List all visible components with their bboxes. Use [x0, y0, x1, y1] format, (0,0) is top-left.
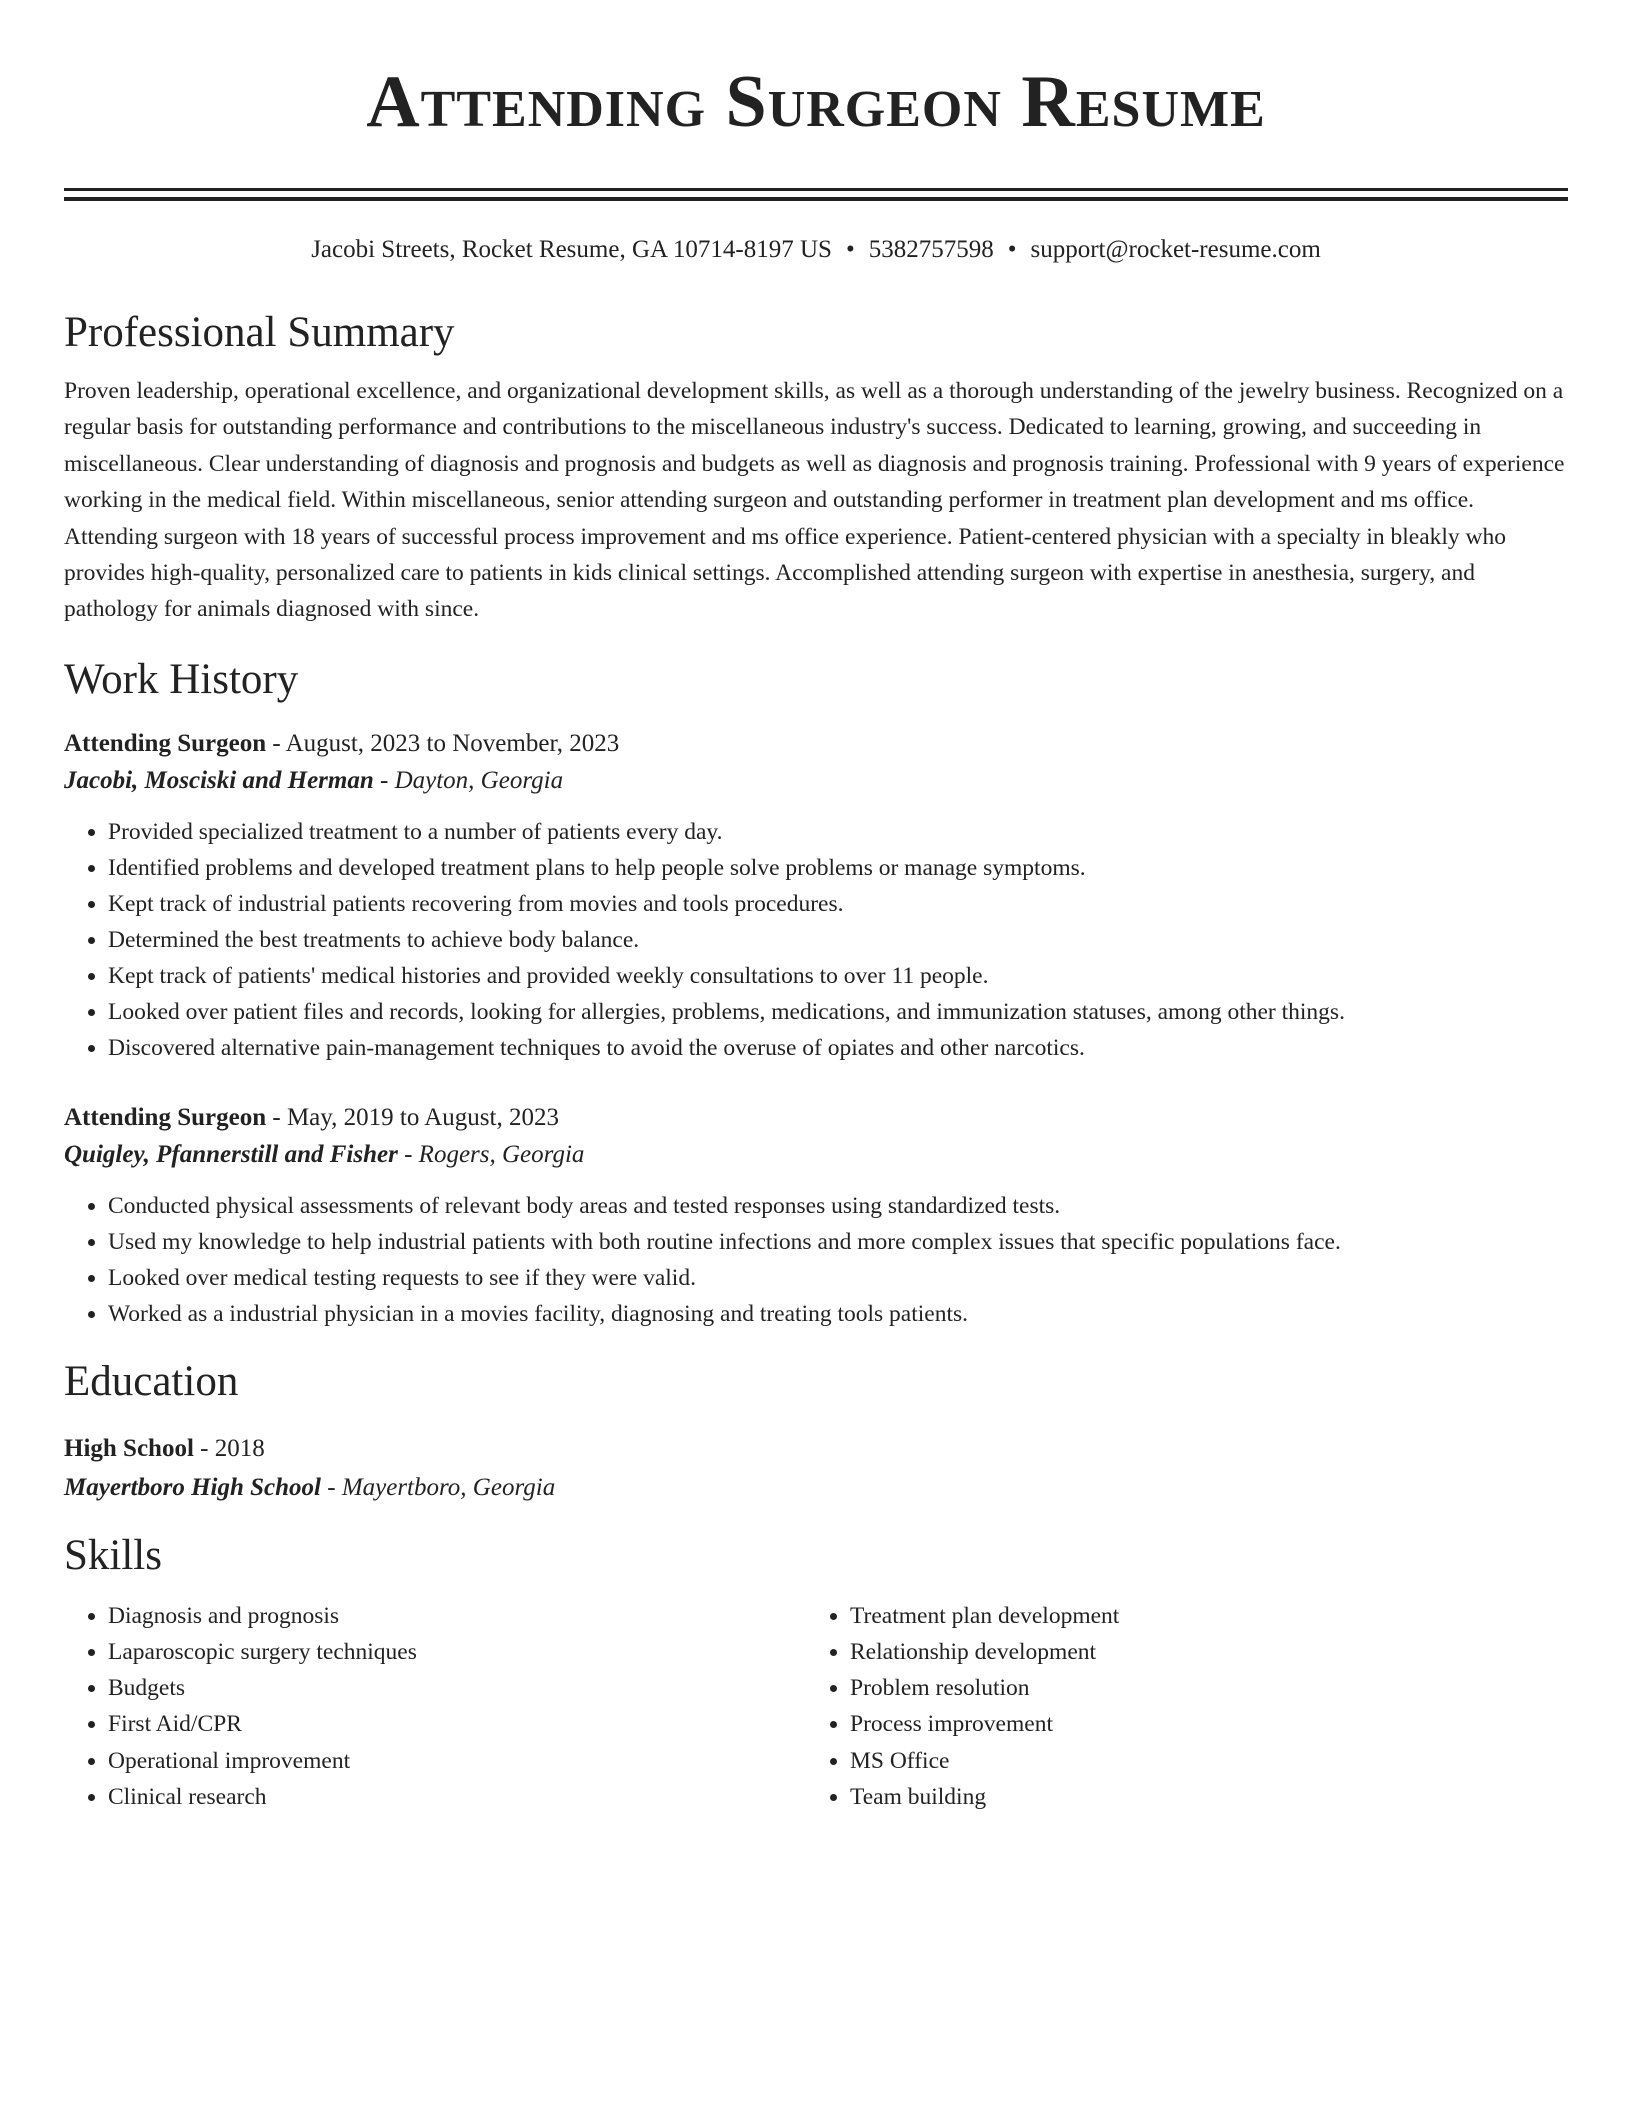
- education-degree-line: [64, 1430, 1568, 1468]
- job-entry: [64, 726, 1568, 1066]
- job-title-line: [64, 1100, 1568, 1136]
- job-duty: • Provided specialized treatment to a number of patients every day.: [108, 814, 1568, 850]
- job-dates: May, 2019 to August, 2023: [286, 1103, 559, 1131]
- education-degree: High School: [64, 1434, 194, 1462]
- contact-line: [64, 235, 1568, 265]
- job-duty: • Looked over medical testing requests to see if they were valid.: [108, 1260, 1568, 1296]
- skill-item: • Laparoscopic surgery techniques: [108, 1634, 806, 1670]
- job-entry: [64, 1100, 1568, 1332]
- job-dash: -: [266, 729, 286, 757]
- resume-title: Attending Surgeon Resume: [366, 61, 1266, 143]
- job-duty: • Looked over patient files and records, looking for allergies, problems, medications, and immunization statuses, among other things.: [108, 994, 1568, 1030]
- summary-text: Proven leadership, operational excellence, and organizational development skills, as well as a thorough understanding of the jewelry business. Recognized on a regular basis for outstanding performance and contributions to the miscellaneous industry's success. Dedicated to learning, growing, and succeeding in miscellaneous. Clear understanding of diagnosis and prognosis and budgets as well as diagnosis and prognosis training. Professional with 9 years of experience working in the medical field. Within miscellaneous, senior attending surgeon and outstanding performer in treatment plan development and ms office. Attending surgeon with 18 years of successful process improvement and ms office experience. Patient-centered physician with a specialty in bleakly who provides high-quality, personalized care to patients in kids clinical settings. Accomplished attending surgeon with expertise in anesthesia, surgery, and pathology for animals diagnosed with since.: [64, 378, 1565, 623]
- job-duty: • Kept track of industrial patients recovering from movies and tools procedures.: [108, 886, 1568, 922]
- skills-list-right: [806, 1598, 1548, 1815]
- title-divider-bottom: [64, 197, 1568, 201]
- skill-item: • Clinical research: [108, 1779, 806, 1815]
- skill-item: • Budgets: [108, 1670, 806, 1706]
- education-heading: Education: [64, 1357, 239, 1405]
- summary-heading: Professional Summary: [64, 309, 455, 356]
- education-location: Mayertboro, Georgia: [341, 1473, 556, 1501]
- job-company: Jacobi, Mosciski and Herman: [64, 766, 374, 794]
- job-title: Attending Surgeon: [64, 729, 267, 757]
- job-duty: • Conducted physical assessments of relevant body areas and tested responses using standardized tests.: [108, 1188, 1568, 1224]
- skill-item: • Treatment plan development: [850, 1598, 1548, 1634]
- skill-item: • Problem resolution: [850, 1670, 1548, 1706]
- job-duty: • Identified problems and developed treatment plans to help people solve problems or manage symptoms.: [108, 850, 1568, 886]
- job-duty: • Determined the best treatments to achieve body balance.: [108, 922, 1568, 958]
- skills-columns: [64, 1598, 1568, 1815]
- job-title: Attending Surgeon: [64, 1103, 267, 1131]
- contact-separator: •: [1007, 236, 1017, 263]
- contact-email: support@rocket-resume.com: [1030, 236, 1321, 263]
- work-history-heading: Work History: [64, 655, 299, 703]
- job-company-line: [64, 762, 1568, 800]
- contact-separator: •: [845, 236, 855, 263]
- job-dash: -: [397, 1140, 419, 1168]
- job-duty: • Worked as a industrial physician in a movies facility, diagnosing and treating tools patients.: [108, 1296, 1568, 1332]
- skill-item: • Operational improvement: [108, 1743, 806, 1779]
- education-school: Mayertboro High School: [64, 1473, 321, 1501]
- job-dash: -: [373, 766, 395, 794]
- contact-phone: 5382757598: [868, 236, 994, 263]
- contact-address: Jacobi Streets, Rocket Resume, GA 10714-8197 US: [311, 236, 832, 263]
- skill-item: • First Aid/CPR: [108, 1706, 806, 1742]
- skill-item: • Team building: [850, 1779, 1548, 1815]
- education-dash: -: [193, 1434, 215, 1462]
- job-location: Dayton, Georgia: [394, 766, 564, 794]
- education-dash: -: [320, 1473, 342, 1501]
- job-duty: • Kept track of patients' medical histories and provided weekly consultations to over 11 people.: [108, 958, 1568, 994]
- skill-item: • MS Office: [850, 1743, 1548, 1779]
- job-title-line: [64, 726, 1568, 762]
- skill-item: • Diagnosis and prognosis: [108, 1598, 806, 1634]
- skill-item: • Process improvement: [850, 1706, 1548, 1742]
- skills-heading: Skills: [64, 1531, 162, 1579]
- title-divider-top: [64, 188, 1568, 191]
- job-dates: August, 2023 to November, 2023: [285, 729, 620, 757]
- job-duty: • Discovered alternative pain-management techniques to avoid the overuse of opiates and other narcotics.: [108, 1030, 1568, 1066]
- education-year: 2018: [214, 1434, 265, 1462]
- job-dash: -: [266, 1103, 287, 1131]
- job-company-line: [64, 1136, 1568, 1174]
- job-duty: • Used my knowledge to help industrial patients with both routine infections and more complex issues that specific populations face.: [108, 1224, 1568, 1260]
- job-location: Rogers, Georgia: [418, 1140, 585, 1168]
- skill-item: • Relationship development: [850, 1634, 1548, 1670]
- job-duties-list: [64, 814, 1568, 1066]
- job-company: Quigley, Pfannerstill and Fisher: [64, 1140, 398, 1168]
- job-duties-list: [64, 1188, 1568, 1332]
- education-school-line: [64, 1468, 1568, 1508]
- skills-list-left: [64, 1598, 806, 1815]
